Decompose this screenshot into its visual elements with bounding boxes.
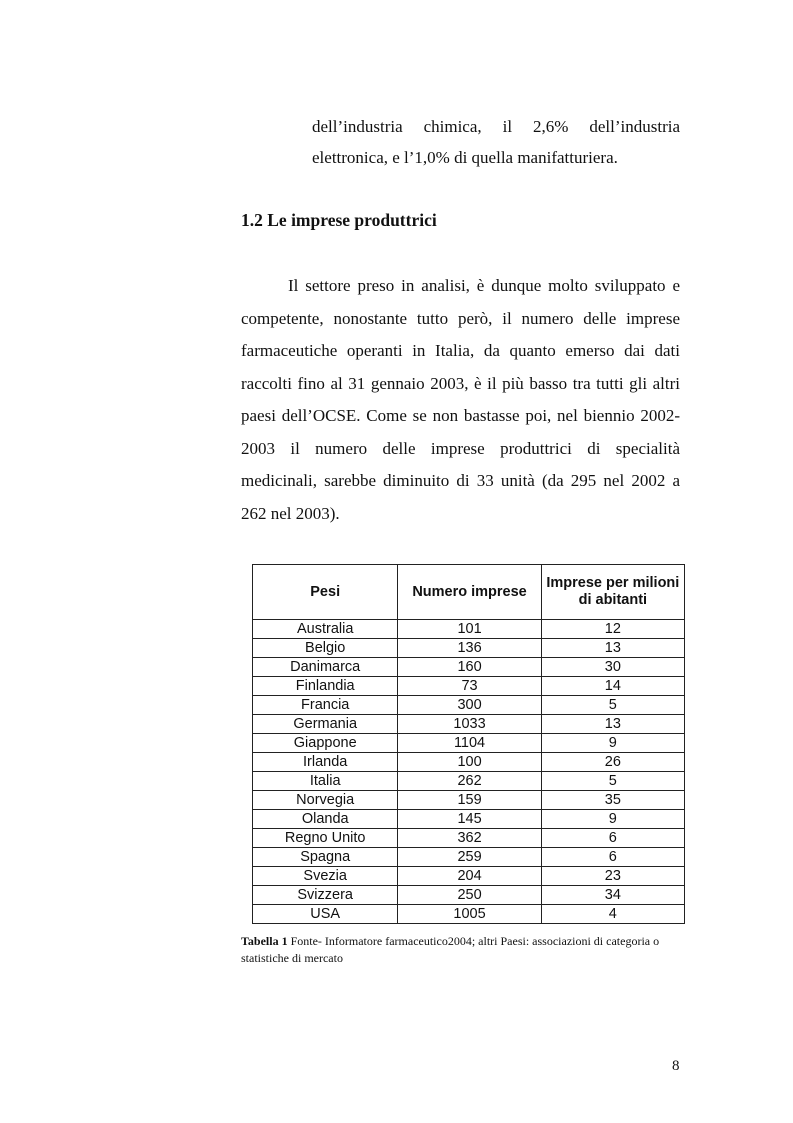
- cell-firm-count: 1005: [398, 905, 541, 924]
- cell-country: Australia: [253, 620, 398, 639]
- table-row: [253, 696, 685, 715]
- cell-firm-count: 101: [398, 620, 541, 639]
- table-row: [253, 753, 685, 772]
- cell-firms-per-million: 13: [541, 639, 684, 658]
- section-heading: 1.2 Le imprese produttrici: [241, 210, 437, 230]
- table-row: [253, 734, 685, 753]
- continuation-text: dell’industria chimica, il 2,6% dell’industria elettronica, e l’1,0% di quella manifatturiera.: [312, 117, 680, 167]
- cell-firms-per-million: 14: [541, 677, 684, 696]
- cell-country: USA: [253, 905, 398, 924]
- cell-firm-count: 159: [398, 791, 541, 810]
- cell-firms-per-million: 12: [541, 620, 684, 639]
- cell-country: Germania: [253, 715, 398, 734]
- caption-text: Fonte- Informatore farmaceutico2004; altri Paesi: associazioni di categoria o statistiche di mercato: [241, 934, 660, 965]
- cell-country: Belgio: [253, 639, 398, 658]
- header-firms-per-million: Imprese per milioni di abitanti: [541, 565, 684, 620]
- cell-firm-count: 136: [398, 639, 541, 658]
- cell-firm-count: 145: [398, 810, 541, 829]
- table-caption: [241, 933, 681, 967]
- cell-country: Olanda: [253, 810, 398, 829]
- table-row: [253, 848, 685, 867]
- cell-country: Svizzera: [253, 886, 398, 905]
- cell-firms-per-million: 30: [541, 658, 684, 677]
- cell-firm-count: 1104: [398, 734, 541, 753]
- table-row: [253, 905, 685, 924]
- table-body: [253, 620, 685, 924]
- table-row: [253, 886, 685, 905]
- cell-firms-per-million: 26: [541, 753, 684, 772]
- cell-firms-per-million: 4: [541, 905, 684, 924]
- cell-firms-per-million: 23: [541, 867, 684, 886]
- page-number: 8: [672, 1058, 680, 1074]
- cell-country: Danimarca: [253, 658, 398, 677]
- header-country: Pesi: [253, 565, 398, 620]
- cell-firms-per-million: 5: [541, 696, 684, 715]
- paragraph-text: Il settore preso in analisi, è dunque molto sviluppato e competente, nonostante tutto però, il numero delle imprese farmaceutiche operanti in Italia, da quanto emerso dai dati raccolti fino al 31 gennaio 2003, è il più basso tra tutti gli altri paesi dell’OCSE. Come se non bastasse poi, nel biennio 2002-2003 il numero delle imprese produttrici di specialità medicinali, sarebbe diminuito di 33 unità (da 295 nel 2002 a 262 nel 2003).: [241, 276, 680, 523]
- cell-country: Francia: [253, 696, 398, 715]
- table-row: [253, 715, 685, 734]
- table-row: [253, 772, 685, 791]
- table-row: [253, 791, 685, 810]
- cell-country: Irlanda: [253, 753, 398, 772]
- table-header-row: [253, 565, 685, 620]
- header-firm-count: Numero imprese: [398, 565, 541, 620]
- cell-firms-per-million: 5: [541, 772, 684, 791]
- cell-firm-count: 1033: [398, 715, 541, 734]
- table-row: [253, 867, 685, 886]
- cell-country: Svezia: [253, 867, 398, 886]
- table-row: [253, 829, 685, 848]
- cell-firm-count: 204: [398, 867, 541, 886]
- cell-country: Giappone: [253, 734, 398, 753]
- cell-firms-per-million: 6: [541, 829, 684, 848]
- cell-country: Finlandia: [253, 677, 398, 696]
- cell-firm-count: 250: [398, 886, 541, 905]
- cell-firms-per-million: 6: [541, 848, 684, 867]
- table-row: [253, 677, 685, 696]
- body-paragraph: [241, 270, 680, 530]
- cell-firm-count: 259: [398, 848, 541, 867]
- table-row: [253, 639, 685, 658]
- table-row: [253, 658, 685, 677]
- firms-table: [252, 564, 685, 924]
- cell-firm-count: 100: [398, 753, 541, 772]
- cell-country: Spagna: [253, 848, 398, 867]
- cell-country: Italia: [253, 772, 398, 791]
- cell-firm-count: 362: [398, 829, 541, 848]
- cell-firm-count: 262: [398, 772, 541, 791]
- caption-label: Tabella 1: [241, 934, 288, 948]
- cell-firm-count: 73: [398, 677, 541, 696]
- cell-firms-per-million: 35: [541, 791, 684, 810]
- table-row: [253, 620, 685, 639]
- cell-firms-per-million: 9: [541, 734, 684, 753]
- cell-firm-count: 160: [398, 658, 541, 677]
- cell-country: Regno Unito: [253, 829, 398, 848]
- cell-firms-per-million: 13: [541, 715, 684, 734]
- cell-firms-per-million: 34: [541, 886, 684, 905]
- cell-firms-per-million: 9: [541, 810, 684, 829]
- cell-country: Norvegia: [253, 791, 398, 810]
- cell-firm-count: 300: [398, 696, 541, 715]
- table-row: [253, 810, 685, 829]
